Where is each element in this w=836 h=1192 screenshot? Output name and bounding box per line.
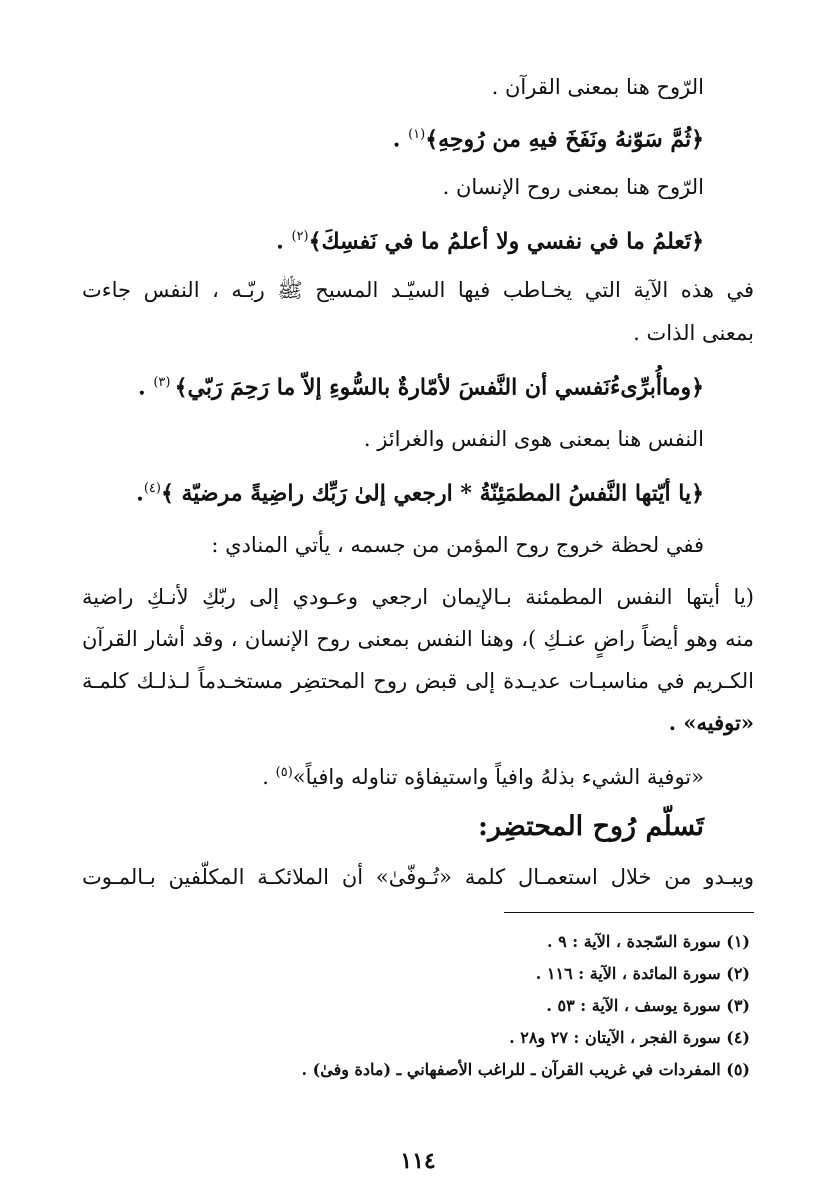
quote-end: .	[262, 765, 276, 789]
page-number: ١١٤	[400, 1148, 436, 1174]
footnote-1: (١) سورة السّجدة ، الآية : ٩ .	[546, 932, 750, 951]
footnote-ref-4: (٤)	[143, 481, 161, 496]
footnote-ref-3: (٣)	[153, 375, 175, 390]
body-line-14: «توفيه» .	[668, 710, 754, 735]
verse-text: ﴿تَعلمُ ما في نفسي ولا أعلمُ ما في نَفسِكَ﴾	[308, 228, 704, 255]
quote-text: «توفية الشيء بذلهُ وافياً واستيفاؤه تناوله وافياً»	[292, 765, 704, 789]
footnote-3: (٣) سورة يوسف ، الآية : ٥٣ .	[546, 996, 750, 1015]
footnote-5: (٥) المفردات في غريب القرآن ـ للراغب الأصفهاني ـ (مادة وفىٰ) .	[301, 1060, 750, 1079]
verse-text: ﴿وماأُبرِّىءُنَفسي أن النَّفسَ لأمّارةٌ بالسُّوءِ إلاّ ما رَحِمَ رَبّي﴾	[174, 374, 704, 401]
footnote-4: (٤) سورة الفجر ، الآيتان : ٢٧ و٢٨ .	[509, 1028, 750, 1047]
body-line-3: الرّوح هنا بمعنى روح الإنسان .	[442, 175, 704, 199]
footnote-ref-5: (٥)	[275, 765, 293, 780]
quran-verse-2	[276, 222, 704, 256]
quote-line	[262, 758, 704, 792]
body-line-12: منه وهو أيضاً راضٍ عنـكِ )، وهنا النفس بمعنى روح الإنسان ، وقد أشار القرآن	[82, 627, 754, 651]
verse-end: .	[392, 126, 409, 153]
body-line-5: في هذه الآية التي يخـاطب فيها السيّـد المسيح ﷺ ربّـه ، النفس جاءت	[82, 278, 754, 302]
verse-end: .	[276, 228, 292, 255]
footnote-ref-2: (٢)	[291, 229, 309, 244]
body-line-11: (يا أيتها النفس المطمئنة بـالإيمان ارجعي وعـودي إلى ربّكِ لأنـكِ راضية	[82, 585, 754, 609]
footnote-ref-1: (١)	[408, 127, 426, 142]
verse-end: .	[136, 480, 144, 507]
footnote-2: (٢) سورة المائدة ، الآية : ١١٦ .	[535, 964, 750, 983]
footnote-divider	[504, 912, 754, 913]
body-line-6: بمعنى الذات .	[633, 321, 754, 345]
body-line-1: الرّوح هنا بمعنى القرآن .	[491, 75, 704, 99]
quran-verse-4	[136, 474, 704, 508]
verse-text: ﴿ثُمَّ سَوّنهُ ونَفَخَ فيهِ من رُوحِهِ﴾	[425, 126, 704, 153]
verse-end: .	[138, 374, 154, 401]
quran-verse-1	[393, 120, 704, 154]
quran-verse-3	[138, 368, 704, 402]
body-line-10: ففي لحظة خروج روح المؤمن من جسمه ، يأتي المنادي :	[211, 533, 704, 557]
section-heading: تَسلّم رُوح المحتضِر:	[477, 811, 704, 842]
body-line-13: الكـريم في مناسبـات عديـدة إلى قبض روح المحتضِر مستخـدماً لـذلـك كلمـة	[82, 669, 754, 693]
body-line-16: ويبـدو من خلال استعمـال كلمة «تُـوفّىٰ» أن الملائكـة المكلّفين بـالمـوت	[82, 865, 754, 889]
body-line-8: النفس هنا بمعنى هوى النفس والغرائز .	[363, 427, 704, 451]
verse-text: ﴿يا أيّتها النَّفسُ المطمَئِنّةُ * ارجعي إلىٰ رَبِّك راضِيةً مرضيّة ﴾	[160, 480, 704, 507]
